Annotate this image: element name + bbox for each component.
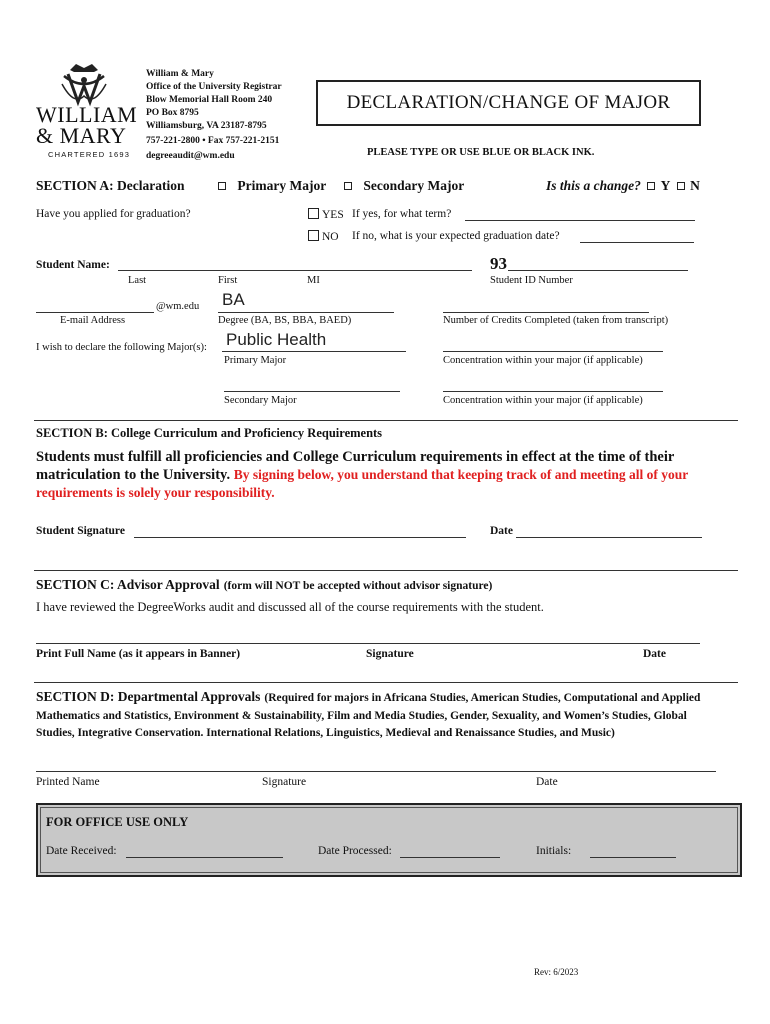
requirements-statement bbox=[36, 448, 736, 502]
initials-field[interactable] bbox=[590, 857, 676, 858]
graduation-no-option[interactable] bbox=[308, 230, 339, 243]
student-name-field[interactable] bbox=[118, 270, 472, 271]
requirements-statement-main: Students must fulfill all proficiencies and College Curriculum requirements in effect at the time of their matriculation to the University. bbox=[36, 449, 675, 483]
change-no-checkbox[interactable] bbox=[677, 182, 685, 190]
department-printed-name-label: Printed Name bbox=[36, 776, 100, 788]
primary-major-option[interactable] bbox=[218, 178, 326, 194]
email-field[interactable] bbox=[36, 312, 154, 313]
address-line3: Williamsburg, VA 23187-8795 bbox=[146, 121, 267, 131]
graduation-term-prompt: If yes, for what term? bbox=[352, 208, 452, 220]
ink-instructions: PLEASE TYPE OR USE BLUE OR BLACK INK. bbox=[367, 147, 595, 158]
section-c-title bbox=[36, 576, 492, 594]
logo-chartered: CHARTERED 1693 bbox=[48, 150, 131, 159]
graduation-yes-option[interactable] bbox=[308, 208, 344, 221]
logo-name-line2: & MARY bbox=[36, 123, 127, 148]
initials-label: Initials: bbox=[536, 845, 572, 857]
form-title: DECLARATION/CHANGE OF MAJOR bbox=[346, 92, 671, 113]
section-d-note: (Required for majors in Africana Studies, American Studies, Computational and Applied Mathematics and Statistics, Environment & Sustainability, Film and Media Studies, Gender, Sexuality, and Women’s Studies, Global Studies, Integrative Conservation. International Relations, Linguistics, Medieval and Renaissance Studies, and Music) bbox=[36, 692, 701, 739]
credits-field[interactable] bbox=[443, 312, 649, 313]
graduation-yes-checkbox[interactable] bbox=[308, 208, 319, 219]
requirements-statement-warning: By signing below, you understand that keeping track of and meeting all of your requirements is solely your responsibility. bbox=[36, 467, 689, 500]
registrar-address: William & Mary Office of the University Registrar Blow Memorial Hall Room 240 PO Box 8795 Williamsburg, VA 23187-8795 757-221-2800 • Fax 757-221-2151 degreeaudit@wm.edu bbox=[146, 69, 282, 161]
first-name-label: First bbox=[218, 275, 238, 286]
phone: 757-221-2800 bbox=[146, 136, 200, 146]
primary-major-value[interactable]: Public Health bbox=[226, 330, 327, 349]
section-b-heading: SECTION B: College Curriculum and Proficiency Requirements bbox=[36, 426, 383, 440]
date-processed-field[interactable] bbox=[400, 857, 500, 858]
address-line2: PO Box 8795 bbox=[146, 108, 199, 118]
expected-graduation-prompt: If no, what is your expected graduation date? bbox=[352, 230, 560, 242]
graduation-yes-label: YES bbox=[322, 209, 344, 221]
section-a-heading: SECTION A: Declaration bbox=[36, 178, 185, 193]
department-signature-label: Signature bbox=[262, 776, 307, 788]
section-c-note: (form will NOT be accepted without advisor signature) bbox=[223, 580, 493, 592]
primary-major-label: Primary Major bbox=[224, 355, 287, 366]
student-signature-label: Student Signature bbox=[36, 525, 125, 537]
fax: Fax 757-221-2151 bbox=[207, 136, 280, 146]
secondary-concentration-field[interactable] bbox=[443, 391, 663, 392]
primary-major-option-label: Primary Major bbox=[237, 178, 327, 193]
student-id-value[interactable]: 93 bbox=[490, 254, 507, 273]
is-change-label: Is this a change? bbox=[546, 178, 641, 193]
expected-graduation-field[interactable] bbox=[580, 242, 694, 243]
graduation-term-field[interactable] bbox=[465, 220, 695, 221]
advisor-date-label: Date bbox=[643, 648, 666, 660]
student-date-label: Date bbox=[490, 525, 513, 537]
section-d-text bbox=[36, 689, 726, 742]
department-date-label: Date bbox=[536, 776, 558, 788]
student-date-field[interactable] bbox=[516, 537, 702, 538]
applied-graduation-question: Have you applied for graduation? bbox=[36, 208, 191, 220]
email-label: E-mail Address bbox=[60, 315, 126, 326]
secondary-major-checkbox[interactable] bbox=[344, 182, 352, 190]
student-id-field[interactable] bbox=[508, 270, 688, 271]
middle-initial-label: MI bbox=[307, 275, 320, 286]
change-no-label: N bbox=[690, 178, 700, 193]
secondary-major-label: Secondary Major bbox=[224, 395, 297, 406]
address-line1: Blow Memorial Hall Room 240 bbox=[146, 95, 273, 105]
advisor-signature-line[interactable] bbox=[36, 643, 700, 644]
department-signature-line[interactable] bbox=[36, 771, 716, 772]
change-yes-label: Y bbox=[660, 178, 671, 193]
primary-major-field[interactable] bbox=[222, 351, 406, 352]
declare-majors-label: I wish to declare the following Major(s): bbox=[36, 342, 207, 353]
primary-major-checkbox[interactable] bbox=[218, 182, 226, 190]
graduation-no-label: NO bbox=[322, 231, 339, 243]
is-change-question bbox=[546, 178, 700, 194]
student-signature-field[interactable] bbox=[134, 537, 466, 538]
email-suffix: @wm.edu bbox=[156, 301, 200, 312]
degree-field[interactable] bbox=[218, 312, 394, 313]
form-title-box bbox=[316, 80, 701, 126]
section-d-heading: SECTION D: Departmental Approvals bbox=[36, 689, 261, 704]
date-received-field[interactable] bbox=[126, 857, 283, 858]
credits-label: Number of Credits Completed (taken from transcript) bbox=[443, 315, 669, 326]
degree-value[interactable]: BA bbox=[222, 290, 245, 309]
date-received-label: Date Received: bbox=[46, 845, 117, 857]
office-name: Office of the University Registrar bbox=[146, 82, 282, 92]
student-id-label: Student ID Number bbox=[490, 275, 573, 286]
logo-name-line1: WILLIAM bbox=[36, 102, 138, 127]
section-c-heading: SECTION C: Advisor Approval bbox=[36, 577, 220, 592]
student-name-label: Student Name: bbox=[36, 259, 110, 271]
change-yes-checkbox[interactable] bbox=[647, 182, 655, 190]
secondary-concentration-label: Concentration within your major (if applicable) bbox=[443, 395, 643, 406]
university-logo bbox=[34, 62, 138, 162]
date-processed-label: Date Processed: bbox=[318, 845, 392, 857]
office-use-heading: FOR OFFICE USE ONLY bbox=[46, 815, 189, 829]
revision-date: Rev: 6/2023 bbox=[534, 967, 579, 977]
office-use-box bbox=[36, 803, 742, 877]
advisor-print-name-label: Print Full Name (as it appears in Banner) bbox=[36, 648, 241, 660]
secondary-major-option[interactable] bbox=[344, 178, 464, 194]
advisor-statement: I have reviewed the DegreeWorks audit and discussed all of the course requirements with the student. bbox=[36, 600, 544, 614]
secondary-major-field[interactable] bbox=[224, 391, 400, 392]
section-d-divider bbox=[34, 682, 738, 683]
primary-concentration-field[interactable] bbox=[443, 351, 663, 352]
degree-label: Degree (BA, BS, BBA, BAED) bbox=[218, 315, 352, 326]
secondary-major-option-label: Secondary Major bbox=[363, 178, 465, 193]
graduation-no-checkbox[interactable] bbox=[308, 230, 319, 241]
section-b-divider bbox=[34, 420, 738, 421]
primary-concentration-label: Concentration within your major (if applicable) bbox=[443, 355, 643, 366]
advisor-signature-label: Signature bbox=[366, 648, 414, 660]
org-name: William & Mary bbox=[146, 69, 214, 79]
last-name-label: Last bbox=[128, 275, 147, 286]
section-c-divider bbox=[34, 570, 738, 571]
registrar-email: degreeaudit@wm.edu bbox=[146, 151, 235, 161]
